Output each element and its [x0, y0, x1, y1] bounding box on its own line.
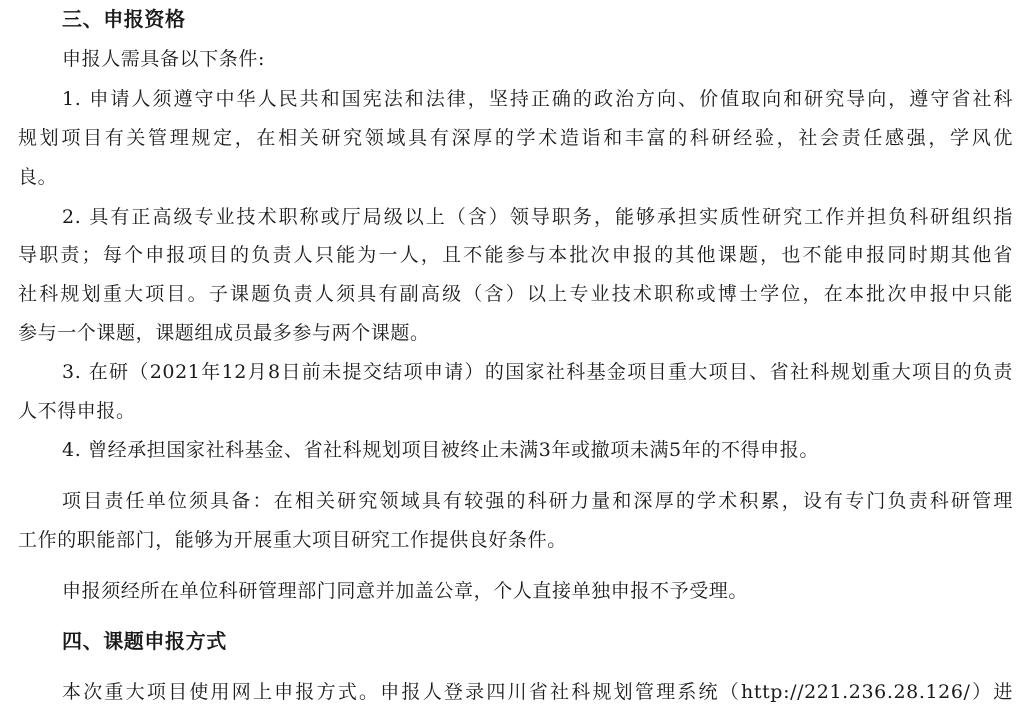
- eligibility-intro: 申报人需具备以下条件:: [62, 48, 266, 70]
- item2-line2: 导职责；每个申报项目的负责人只能为一人，且不能参与本批次申报的其他课题，也不能申报同时期其他省: [18, 244, 1013, 266]
- method-line1: 本次重大项目使用网上申报方式。申报人登录四川省社科规划管理系统（http://221.236.28.126/）进: [62, 681, 1013, 703]
- item4-line1: 4. 曾经承担国家社科基金、省社科规划项目被终止未满3年或撤项未满5年的不得申报。: [62, 439, 819, 461]
- item3-line2: 人不得申报。: [18, 400, 136, 422]
- stamp-note: 申报须经所在单位科研管理部门同意并加盖公章，个人直接单独申报不予受理。: [62, 580, 749, 602]
- unit-requirement-line2: 工作的职能部门，能够为开展重大项目研究工作提供良好条件。: [18, 529, 567, 551]
- section-heading-eligibility: 三、申报资格: [62, 7, 186, 31]
- item2-line3: 社科规划重大项目。子课题负责人须具有副高级（含）以上专业技术职称或博士学位，在本批次申报中只能: [18, 283, 1013, 305]
- item1-line3: 良。: [18, 166, 58, 188]
- section-heading-method: 四、课题申报方式: [62, 629, 227, 653]
- item2-line4: 参与一个课题，课题组成员最多参与两个课题。: [18, 322, 430, 344]
- item3-line1: 3. 在研（2021年12月8日前未提交结项申请）的国家社科基金项目重大项目、省社科规划重大项目的负责: [62, 361, 1013, 383]
- unit-requirement-line1: 项目责任单位须具备：在相关研究领域具有较强的科研力量和深厚的学术积累，设有专门负责科研管理: [62, 490, 1013, 512]
- item2-line1: 2. 具有正高级专业技术职称或厅局级以上（含）领导职务，能够承担实质性研究工作并担负科研组织指: [62, 206, 1013, 228]
- item1-line1: 1. 申请人须遵守中华人民共和国宪法和法律，坚持正确的政治方向、价值取向和研究导向，遵守省社科: [62, 88, 1013, 110]
- item1-line2: 规划项目有关管理规定，在相关研究领域具有深厚的学术造诣和丰富的科研经验，社会责任感强，学风优: [18, 127, 1013, 149]
